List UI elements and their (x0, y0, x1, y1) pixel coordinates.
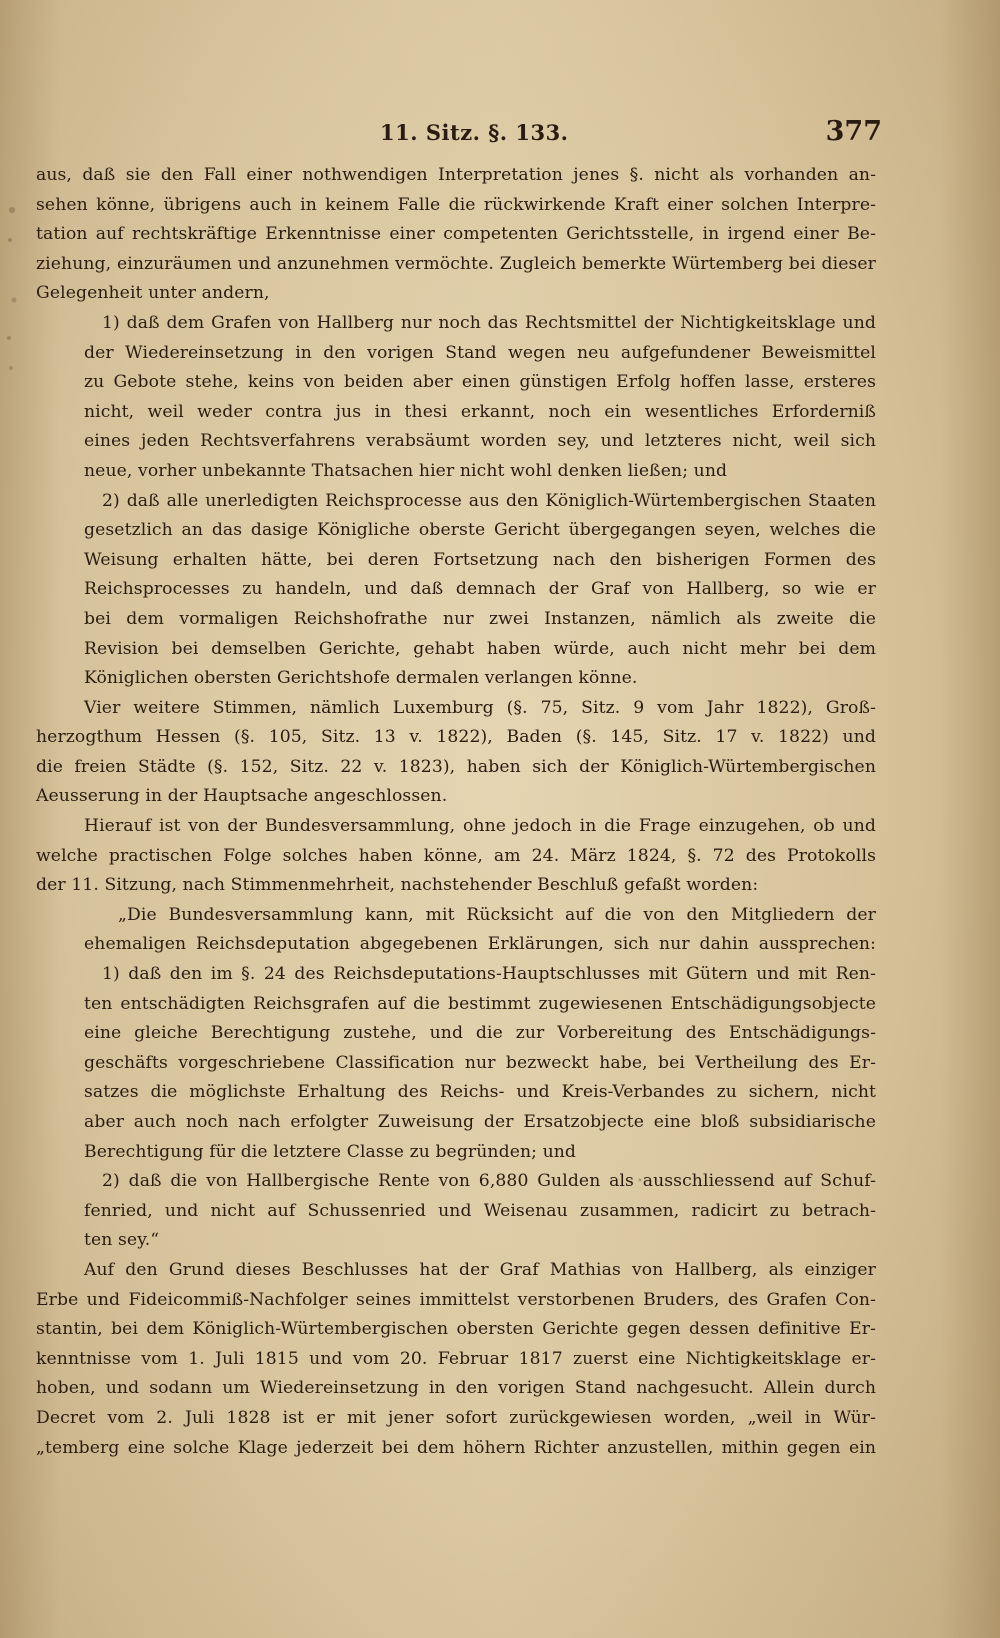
text-line: neue, vorher unbekannte Thatsachen hier nicht wohl denken ließen; und (84, 460, 728, 481)
text-line: stantin, bei dem Königlich-Würtembergischen obersten Gerichte gegen dessen definitive Er- (36, 1319, 876, 1340)
text-line: „Die Bundesversammlung kann, mit Rücksicht auf die von den Mitgliedern der (118, 904, 876, 925)
text-line: kenntnisse vom 1. Juli 1815 und vom 20. Februar 1817 zuerst eine Nichtigkeitsklage er- (36, 1348, 876, 1369)
text-line: aber auch noch nach erfolgter Zuweisung der Ersatzobjecte eine bloß subsidiarische (84, 1112, 876, 1132)
text-line: eine gleiche Berechtigung zustehe, und die zur Vorbereitung des Entschädigungs- (84, 1023, 876, 1044)
text-line: eines jeden Rechtsverfahrens verabsäumt worden sey, und letzteres nicht, weil sich (84, 431, 876, 452)
text-line: sehen könne, übrigens auch in keinem Falle die rückwirkende Kraft einer solchen Interpre- (36, 194, 876, 215)
text-line: fenried, und nicht auf Schussenried und Weisenau zusammen, radicirt zu betrach- (84, 1200, 876, 1221)
text-line: Decret vom 2. Juli 1828 ist er mit jener sofort zurückgewiesen worden, „weil in Wür- (36, 1407, 876, 1428)
text-line: zu Gebote stehe, keins von beiden aber einen günstigen Erfolg hoffen lasse, ersteres (84, 372, 876, 393)
text-line: geschäfts vorgeschriebene Classification nur bezweckt habe, bei Vertheilung des Er- (84, 1052, 876, 1073)
text-line: aus, daß sie den Fall einer nothwendigen Interpretation jenes §. nicht als vorhanden an- (36, 165, 876, 185)
text-line: gesetzlich an das dasige Königliche oberste Gericht übergegangen seyen, welches die (84, 520, 876, 541)
text-line: welche practischen Folge solches haben könne, am 24. März 1824, §. 72 des Protokolls (36, 845, 876, 866)
text-line: die freien Städte (§. 152, Sitz. 22 v. 1823), haben sich der Königlich-Würtembergischen (36, 756, 876, 777)
text-line: der 11. Sitzung, nach Stimmenmehrheit, nachstehender Beschluß gefaßt worden: (36, 875, 759, 896)
text-line: herzogthum Hessen (§. 105, Sitz. 13 v. 1822), Baden (§. 145, Sitz. 17 v. 1822) und (36, 727, 876, 748)
text-line: bei dem vormaligen Reichshofrathe nur zwei Instanzen, nämlich als zweite die (84, 608, 876, 629)
text-line: ten sey.“ (84, 1230, 160, 1251)
text-line: Auf den Grund dieses Beschlusses hat der Graf Mathias von Hallberg, als einziger (84, 1259, 876, 1280)
text-line: der Wiedereinsetzung in den vorigen Stand wegen neu aufgefundener Beweismittel (84, 342, 876, 363)
text-line: „temberg eine solche Klage jederzeit bei dem höhern Richter anzustellen, mithin gegen ein (36, 1437, 876, 1458)
page-header (0, 116, 1000, 160)
text-line: 2) daß die von Hallbergische Rente von 6,880 Gulden als ausschliessend auf Schuf- (102, 1171, 876, 1192)
text-line: tation auf rechtskräftige Erkenntnisse einer competenten Gerichtsstelle, in irgend einer Be- (36, 224, 876, 245)
text-line: 1) daß den im §. 24 des Reichsdeputations-Hauptschlusses mit Gütern und mit Ren- (102, 964, 876, 985)
text-line: Aeusserung in der Hauptsache angeschlossen. (36, 786, 448, 807)
text-line: ehemaligen Reichsdeputation abgegebenen Erklärungen, sich nur dahin aussprechen: (84, 934, 876, 955)
text-line: Vier weitere Stimmen, nämlich Luxemburg (§. 75, Sitz. 9 vom Jahr 1822), Groß- (84, 697, 876, 718)
text-line: hoben, und sodann um Wiedereinsetzung in den vorigen Stand nachgesucht. Allein durch (36, 1378, 876, 1399)
text-line: satzes die möglichste Erhaltung des Reichs- und Kreis-Verbandes zu sichern, nicht (84, 1082, 876, 1103)
text-line: Revision bei demselben Gerichte, gehabt haben würde, auch nicht mehr bei dem (84, 638, 876, 659)
text-line: Berechtigung für die letztere Classe zu begründen; und (84, 1141, 577, 1162)
text-line: 2) daß alle unerledigten Reichsprocesse aus den Königlich-Würtembergischen Staaten (102, 490, 876, 511)
page-number: 377 (825, 116, 882, 147)
text-line: Reichsprocesses zu handeln, und daß demnach der Graf von Hallberg, so wie er (84, 579, 876, 600)
text-line: Hierauf ist von der Bundesversammlung, ohne jedoch in die Frage einzugehen, ob und (84, 816, 876, 837)
text-body (36, 161, 876, 1463)
text-line: nicht, weil weder contra jus in thesi erkannt, noch ein wesentliches Erforderniß (84, 401, 876, 422)
text-line: ziehung, einzuräumen und anzunehmen vermöchte. Zugleich bemerkte Würtemberg bei dieser (36, 253, 876, 274)
running-head: 11. Sitz. §. 133. (380, 120, 569, 145)
text-line: ten entschädigten Reichsgrafen auf die bestimmt zugewiesenen Entschädigungsobjecte (84, 993, 876, 1014)
text-line: Gelegenheit unter andern, (36, 283, 270, 304)
text-line: Erbe und Fideicommiß-Nachfolger seines immittelst verstorbenen Bruders, des Grafen Con- (36, 1289, 876, 1310)
text-line: 1) daß dem Grafen von Hallberg nur noch das Rechtsmittel der Nichtigkeitsklage und (102, 312, 876, 333)
text-line: Weisung erhalten hätte, bei deren Fortsetzung nach den bisherigen Formen des (84, 549, 876, 570)
text-line: Königlichen obersten Gerichtshofe dermalen verlangen könne. (84, 668, 638, 689)
